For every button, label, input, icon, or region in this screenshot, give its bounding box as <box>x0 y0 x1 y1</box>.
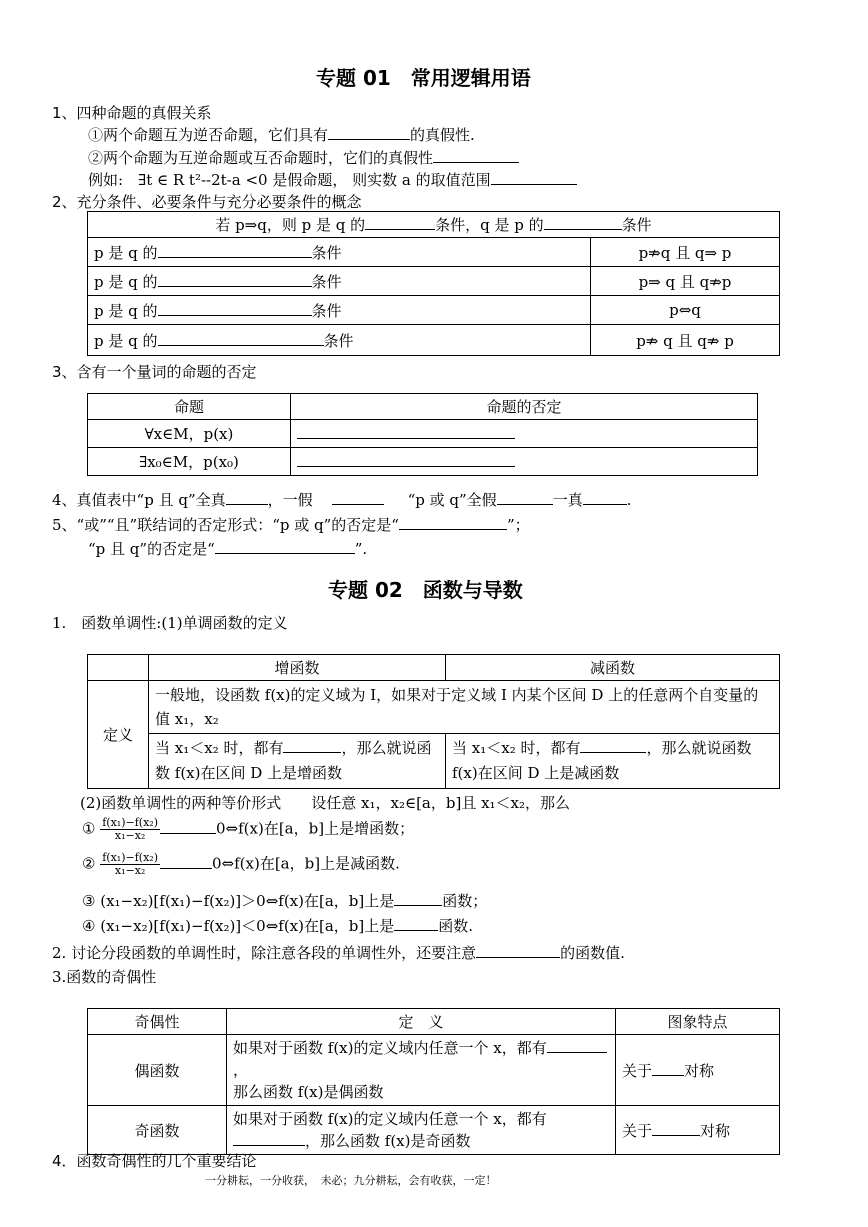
item-1b: ②两个命题为互逆命题或互否命题时，它们的真假性 <box>88 147 519 168</box>
monotonic-table <box>87 654 780 789</box>
item-2-1: 1. 函数单调性:(1)单调函数的定义 <box>52 614 288 632</box>
empty-cell <box>88 655 149 681</box>
condition-relation: p⇒ q 且 q⇏p <box>591 267 780 296</box>
quantifier-proposition: ∀x∈M，p(x) <box>88 420 291 448</box>
definition-head: 定 义 <box>227 1009 616 1035</box>
parity-head: 奇偶性 <box>88 1009 227 1035</box>
odd-function-def: 如果对于函数 f(x)的定义域内任意一个 x，都有，那么函数 f(x)是奇函数 <box>227 1106 616 1155</box>
even-function-def: 如果对于函数 f(x)的定义域内任意一个 x，都有， 那么函数 f(x)是偶函数 <box>227 1035 616 1106</box>
section-title-1: 专题 01 常用逻辑用语 <box>316 66 531 90</box>
answer-blank[interactable] <box>158 301 312 316</box>
answer-blank[interactable] <box>160 819 216 834</box>
answer-blank[interactable] <box>328 125 410 140</box>
formula-4: ④ (x₁−x₂)[f(x₁)−f(x₂)]＜0⇔f(x)在[a，b]上是 函数. <box>82 917 474 935</box>
definition-text: 一般地，设函数 f(x)的定义域为 I，如果对于定义域 I 内某个区间 D 上的任意两个自变量的值 x₁，x₂ <box>149 681 780 734</box>
item-2-2: 2. 讨论分段函数的单调性时，除注意各段的单调性外，还要注意 的函数值. <box>52 944 625 962</box>
answer-blank[interactable] <box>158 243 312 258</box>
answer-blank[interactable] <box>547 1038 607 1053</box>
answer-blank[interactable] <box>497 490 553 505</box>
answer-blank[interactable] <box>491 170 577 185</box>
formula-1: ① $\frac{\text{f(x₁)−f(x₂)}}{\text{x₁−x₂}}$ 0⇔f(x)在[a，b]上是增函数； <box>82 816 415 842</box>
answer-blank[interactable] <box>297 424 515 439</box>
condition-relation: p⇏ q 且 q⇏ p <box>591 325 780 356</box>
answer-blank[interactable] <box>233 1131 305 1146</box>
answer-blank[interactable] <box>394 916 438 931</box>
quantifier-proposition: ∃x₀∈M，p(x₀) <box>88 448 291 476</box>
item-5b: “p 且 q”的否定是“ ”. <box>88 540 368 558</box>
answer-blank[interactable] <box>580 738 646 753</box>
answer-blank[interactable] <box>652 1061 684 1076</box>
condition-relation: p⇔q <box>591 296 780 325</box>
answer-blank[interactable] <box>433 148 519 163</box>
item-1-heading: 1、四种命题的真假关系 <box>52 104 212 122</box>
decreasing-def: 当 x₁＜x₂ 时，都有 ，那么就说函数 f(x)在区间 D 上是减函数 <box>446 734 780 789</box>
difference-quotient: $\frac{\text{f(x₁)−f(x₂)}}{\text{x₁−x₂}}$ <box>102 816 158 842</box>
head-decreasing: 减函数 <box>446 655 780 681</box>
condition-table <box>87 211 780 356</box>
condition-relation: p⇏q 且 q⇒ p <box>591 238 780 267</box>
answer-blank[interactable] <box>215 539 355 554</box>
parity-table <box>87 1008 780 1155</box>
even-symmetry: 关于 对称 <box>616 1035 780 1106</box>
item-2-4: 4．函数奇偶性的几个重要结论 <box>52 1152 257 1170</box>
answer-blank[interactable] <box>476 943 560 958</box>
answer-blank[interactable] <box>332 490 384 505</box>
odd-symmetry: 关于 对称 <box>616 1106 780 1155</box>
answer-blank[interactable] <box>544 215 622 230</box>
item-1c: 例如: ∃t ∈ R t²--2t-a <0 是假命题， 则实数 a 的取值范围 <box>88 169 577 190</box>
difference-quotient: $\frac{\text{f(x₁)−f(x₂)}}{\text{x₁−x₂}}$ <box>102 851 158 877</box>
answer-blank[interactable] <box>226 490 268 505</box>
quantifier-table <box>87 393 758 476</box>
head-increasing: 增函数 <box>149 655 446 681</box>
condition-row: p 是 q 的 条件 <box>88 238 591 267</box>
quantifier-head-proposition: 命题 <box>88 394 291 420</box>
answer-blank[interactable] <box>365 215 435 230</box>
even-function-label: 偶函数 <box>88 1035 227 1106</box>
condition-row: p 是 q 的 条件 <box>88 296 591 325</box>
footer-motto: 一分耕耘，一分收获， 未必；九分耕耘，会有收获，一定！ <box>205 1174 497 1187</box>
condition-row: p 是 q 的 条件 <box>88 267 591 296</box>
item-2-3: 3.函数的奇偶性 <box>52 968 157 986</box>
item-4: 4、真值表中“p 且 q”全真 ，一假 “p 或 q”全假 一真 . <box>52 491 632 509</box>
section-title-2: 专题 02 函数与导数 <box>328 578 523 602</box>
answer-blank[interactable] <box>399 515 507 530</box>
condition-table-head: 若 p⇒q，则 p 是 q 的 条件，q 是 p 的 条件 <box>88 212 780 238</box>
graph-feature-head: 图象特点 <box>616 1009 780 1035</box>
formula-2: ② $\frac{\text{f(x₁)−f(x₂)}}{\text{x₁−x₂}}$ 0⇔f(x)在[a，b]上是减函数. <box>82 851 400 877</box>
item-3-heading: 3、含有一个量词的命题的否定 <box>52 363 257 381</box>
definition-label: 定义 <box>88 681 149 789</box>
answer-blank[interactable] <box>652 1121 700 1136</box>
odd-function-label: 奇函数 <box>88 1106 227 1155</box>
answer-blank[interactable] <box>158 272 312 287</box>
condition-row: p 是 q 的 条件 <box>88 325 591 356</box>
answer-blank[interactable] <box>583 490 627 505</box>
answer-blank[interactable] <box>160 854 212 869</box>
answer-blank[interactable] <box>158 331 324 346</box>
negation-cell <box>291 420 758 448</box>
item-2-1-2: (2)函数单调性的两种等价形式 设任意 x₁，x₂∈[a，b]且 x₁＜x₂，那么 <box>80 794 571 812</box>
answer-blank[interactable] <box>283 738 341 753</box>
increasing-def: 当 x₁＜x₂ 时，都有 ，那么就说函数 f(x)在区间 D 上是增函数 <box>149 734 446 789</box>
quantifier-head-negation: 命题的否定 <box>291 394 758 420</box>
item-1a: ①两个命题互为逆否命题，它们具有 的真假性. <box>88 126 475 144</box>
formula-3: ③ (x₁−x₂)[f(x₁)−f(x₂)]＞0⇔f(x)在[a，b]上是 函数； <box>82 892 488 910</box>
negation-cell <box>291 448 758 476</box>
answer-blank[interactable] <box>394 891 442 906</box>
answer-blank[interactable] <box>297 452 515 467</box>
item-5: 5、“或”“且”联结词的否定形式：“p 或 q”的否定是“ ”； <box>52 516 530 534</box>
item-2-heading: 2、充分条件、必要条件与充分必要条件的概念 <box>52 193 362 211</box>
